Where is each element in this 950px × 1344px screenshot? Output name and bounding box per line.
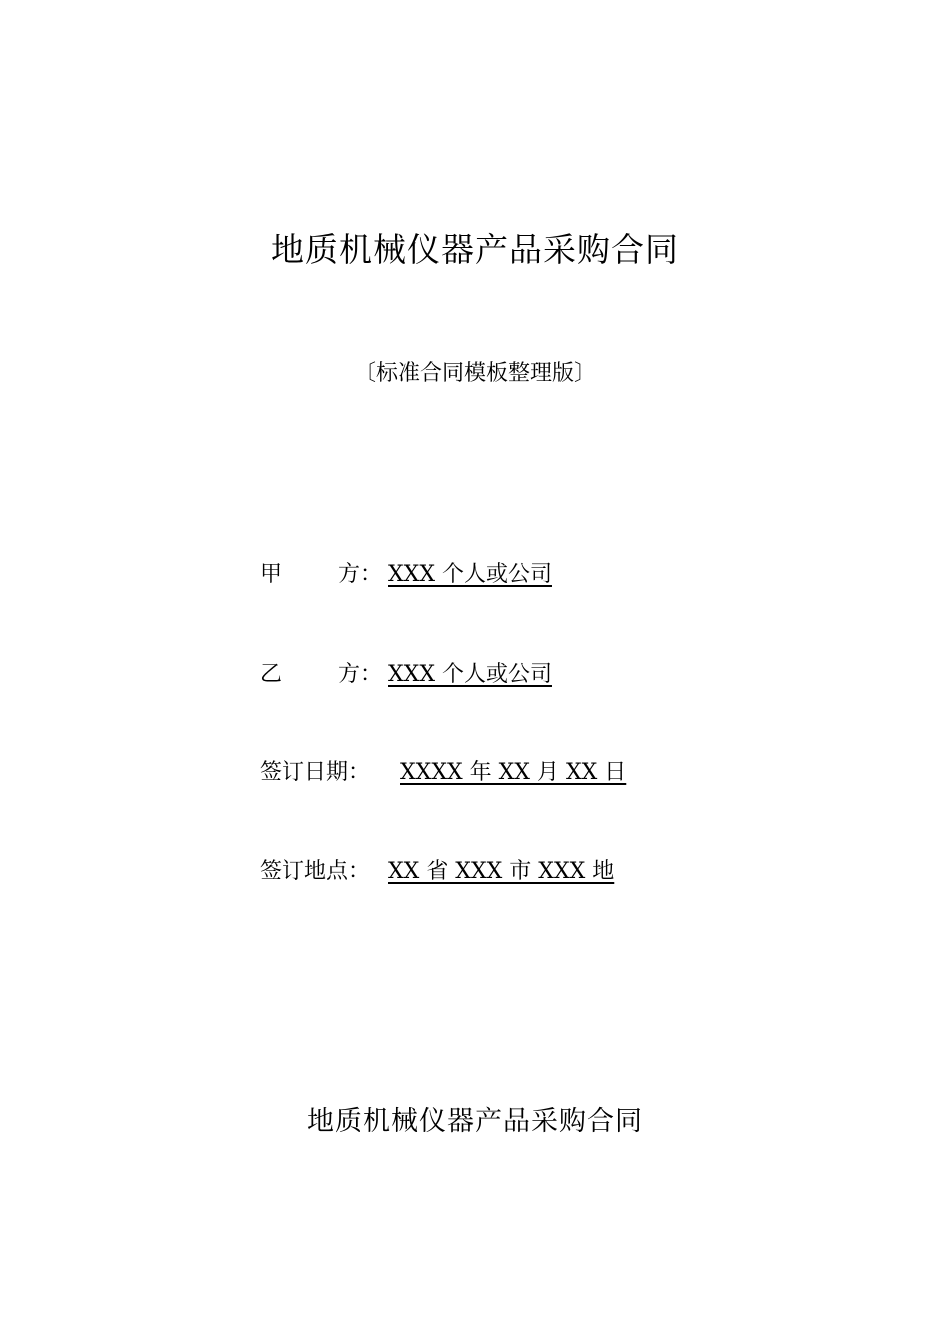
party-a-row <box>260 559 606 591</box>
sign-date-label: 签订日期： <box>260 760 371 785</box>
body-title: 地质机械仪器产品采购合同 <box>307 1106 643 1137</box>
party-b-label-second: 方： <box>338 662 383 687</box>
sign-place-row <box>260 856 624 888</box>
sign-date-row <box>260 757 652 789</box>
party-b-label-first: 乙 <box>260 662 283 687</box>
sign-date-value <box>388 757 652 789</box>
party-b-value <box>388 659 606 691</box>
sign-date-value-text: XXXX 年 XX 月 XX 日 <box>400 760 627 785</box>
party-a-label-second: 方： <box>338 562 383 587</box>
party-a-value-text: XXX 个人或公司 <box>388 562 552 587</box>
sign-place-label: 签订地点： <box>260 859 371 884</box>
party-a-label-first: 甲 <box>260 562 283 587</box>
party-a-value <box>388 559 606 591</box>
sign-place-value <box>388 856 624 888</box>
sign-place-value-text: XX 省 XXX 市 XXX 地 <box>388 859 615 884</box>
party-b-label <box>260 659 388 691</box>
party-b-value-text: XXX 个人或公司 <box>388 662 552 687</box>
party-a-label <box>260 559 388 591</box>
document-title: 地质机械仪器产品采购合同 <box>271 230 679 269</box>
party-b-row <box>260 659 606 691</box>
document-subtitle: 〔标准合同模板整理版〕 <box>353 361 596 386</box>
